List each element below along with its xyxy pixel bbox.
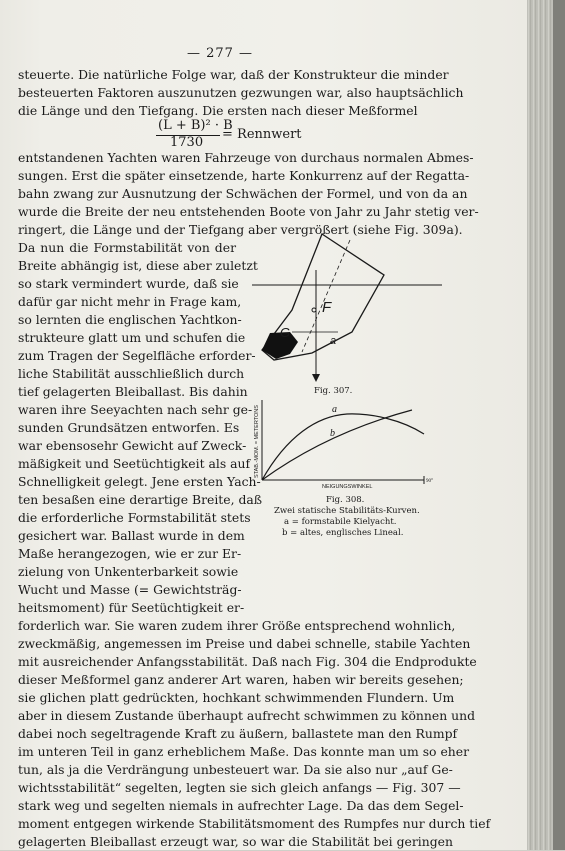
text-line: gesichert war. Ballast wurde in dem [18, 528, 245, 543]
text-line: war ebensosehr Gewicht auf Zweck- [18, 438, 247, 453]
text-line: so stark vermindert wurde, daß sie [18, 276, 239, 291]
y-axis-label: STAB.-MOM. = METERTONS [254, 405, 260, 478]
center-line [302, 240, 350, 352]
text-line: sunden Grundsätzen entworfen. Es [18, 420, 240, 435]
curve-b [262, 410, 412, 480]
text-line: mäßigkeit und Seetüchtigkeit als auf [18, 456, 251, 471]
text-line: zielung von Unkenterbarkeit sowie [18, 564, 239, 579]
text-line: Breite abhängig ist, diese aber zuletzt [18, 258, 258, 273]
text-line: liche Stabilität ausschließlich durch [18, 366, 245, 381]
text-line: sungen. Erst die später einsetzende, harte Konkurrenz auf der Regatta- [18, 168, 470, 183]
text-line: gelagerten Bleiballast erzeugt war, so war die Stabilität bei geringen [18, 834, 453, 849]
text-line: waren ihre Seeyachten nach sehr ge- [18, 402, 253, 417]
text-line: die erforderliche Formstabilität stets [18, 510, 251, 525]
fig307-heeled-yacht-diagram [252, 230, 442, 388]
down-arrow-icon [312, 374, 320, 382]
curve-a [262, 414, 424, 480]
curve-a-label: a [332, 404, 337, 415]
text-line: strukteure glatt um und schufen die [18, 330, 246, 345]
formula-result: = Rennwert [222, 127, 302, 142]
fig308-caption-line: a = formstabile Kielyacht. [284, 517, 397, 527]
text-line: moment entgegen wirkende Stabilitätsmoment des Rumpfes nur durch tief [18, 816, 491, 831]
x-axis-label: NEIGUNGSWINKEL [322, 484, 373, 490]
fig308-stability-curves [252, 396, 432, 496]
text-line: bahn zwang zur Ausnutzung der Schwächen der Formel, und von da an [18, 186, 468, 201]
text-line: tief gelagerten Bleiballast. Bis dahin [18, 384, 248, 399]
text-line: sie glichen platt gedrückten, hochkant schwimmenden Flundern. Um [18, 690, 455, 705]
fig308-caption-title: Fig. 308. [326, 495, 365, 505]
text-line: Da nun die Formstabilität von der [18, 240, 236, 255]
text-line: im unteren Teil in ganz erheblichem Maße. Das konnte man um so eher [18, 744, 470, 759]
text-line: besteuerten Faktoren auszunutzen gezwungen war, also hauptsächlich [18, 85, 464, 100]
text-line: heitsmoment) für Seetüchtigkeit er- [18, 600, 245, 615]
text-line: die Länge und den Tiefgang. Die ersten nach dieser Meßformel [18, 103, 418, 118]
fig307-caption: Fig. 307. [314, 386, 353, 396]
text-line: Maße herangezogen, wie er zur Er- [18, 546, 242, 561]
book-page-edge [527, 0, 565, 850]
text-line: dabei noch segeltragende Kraft zu äußern, ballastete man den Rumpf [18, 726, 458, 741]
text-line: stark weg und segelten niemals in aufrechter Lage. Da das dem Segel- [18, 798, 464, 813]
formula-numerator: (L + B)² · B [158, 118, 233, 133]
formula-denominator: 1730 [170, 135, 204, 150]
text-line: Wucht und Masse (= Gewichtsträg- [18, 582, 242, 597]
text-line: dieser Meßformel ganz anderer Art waren, haben wir bereits gesehen; [18, 672, 464, 687]
curve-b-label: b [330, 428, 335, 439]
text-line: forderlich war. Sie waren zudem ihrer Größe entsprechend wohnlich, [18, 618, 456, 633]
center-of-gravity-marker [312, 308, 316, 312]
label-G: G [280, 325, 291, 340]
text-line: tun, als ja die Verdrängung unbesteuert war. Da sie also nur „auf Ge- [18, 762, 453, 777]
text-line: steuerte. Die natürliche Folge war, daß der Konstrukteur die minder [18, 67, 449, 82]
fig308-caption-line: b = altes, englisches Lineal. [282, 528, 404, 538]
x-end-label: 90° [426, 479, 433, 484]
text-line: mit ausreichender Anfangsstabilität. Daß nach Fig. 304 die Endprodukte [18, 654, 477, 669]
text-line: Schnelligkeit gelegt. Jene ersten Yach- [18, 474, 261, 489]
text-line: dafür gar nicht mehr in Frage kam, [18, 294, 242, 309]
text-line: wurde die Breite der neu entstehenden Boote von Jahr zu Jahr stetig ver- [18, 204, 479, 219]
page-number: — 277 — [186, 46, 254, 61]
text-line: entstandenen Yachten waren Fahrzeuge von durchaus normalen Abmes- [18, 150, 474, 165]
text-line: ten besaßen eine derartige Breite, daß [18, 492, 263, 507]
text-line: zum Tragen der Segelfläche erforder- [18, 348, 256, 363]
label-a: a [330, 335, 337, 347]
text-line: ringert, die Länge und der Tiefgang aber vergrößert (siehe Fig. 309a). [18, 222, 463, 237]
text-line: wichtsstabilität“ segelten, legten sie sich gleich anfangs — Fig. 307 — [18, 780, 461, 795]
fig308-caption-line: Zwei statische Stabilitäts-Kurven. [274, 506, 420, 516]
text-line: aber in diesem Zustande überhaupt aufrecht schwimmen zu können und [18, 708, 476, 723]
text-line: zweckmäßig, angemessen im Preise und dabei schnelle, stabile Yachten [18, 636, 471, 651]
label-F: F [322, 299, 332, 316]
text-line: so lernten die englischen Yachtkon- [18, 312, 242, 327]
